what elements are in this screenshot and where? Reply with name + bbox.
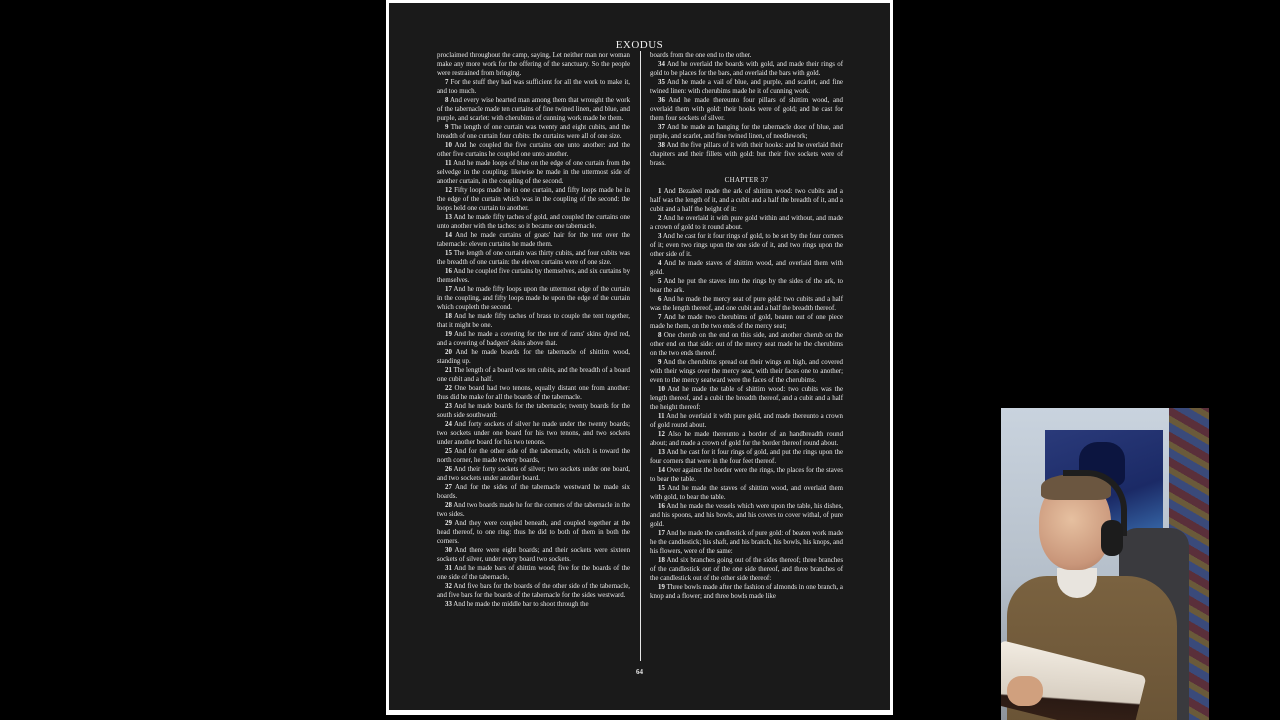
verse xyxy=(650,529,843,556)
verse-number: 30 xyxy=(445,547,452,554)
verse-number: 21 xyxy=(445,367,452,374)
verse-number: 37 xyxy=(658,124,665,131)
verse-number: 4 xyxy=(658,260,662,267)
verse-text: Three bowls made after the fashion of almonds in one branch, a knop and a flower; and three bowls made like xyxy=(650,584,843,600)
verse xyxy=(437,312,630,330)
verse xyxy=(437,501,630,519)
verse-text: And forty sockets of silver he made under the twenty boards; two sockets under one board for his two tenons, and two sockets under another board for his two tenons. xyxy=(437,421,630,446)
verse-number: 1 xyxy=(658,188,662,195)
right-column xyxy=(650,51,843,601)
verse xyxy=(437,546,630,564)
verse-text: And he made boards for the tabernacle; twenty boards for the south side southward: xyxy=(437,403,631,419)
verse-number: 3 xyxy=(658,233,662,240)
verse xyxy=(437,123,630,141)
chapter-heading: CHAPTER 37 xyxy=(724,176,769,184)
verse-text: Fifty loops made he in one curtain, and fifty loops made he in the edge of the curtain which was in the coupling of the second: the loops held one curtain to another. xyxy=(437,187,631,212)
verse-text: And he put the staves into the rings by the sides of the ark, to bear the ark. xyxy=(650,278,843,294)
verse-number: 24 xyxy=(445,421,452,428)
verse-number: 13 xyxy=(658,449,665,456)
verse-text: And he made fifty taches of brass to couple the tent together, that it might be one. xyxy=(437,313,631,329)
verse xyxy=(437,366,630,384)
verse xyxy=(437,267,630,285)
verse-number: 38 xyxy=(658,142,665,149)
verse-text: One board had two tenons, equally distant one from another: thus did he make for all the boards of the tabernacle. xyxy=(437,385,630,401)
verse xyxy=(437,78,630,96)
verse xyxy=(650,358,843,385)
verse-number: 27 xyxy=(445,484,452,491)
verse-number: 7 xyxy=(658,314,662,321)
verse-number: 20 xyxy=(445,349,452,356)
verse-text: And he made the table of shittim wood: two cubits was the length thereof, and a cubit the breadth thereof, and a cubit and a half the height thereof: xyxy=(650,386,844,411)
page-number: 64 xyxy=(636,668,643,676)
verse-text: And the cherubims spread out their wings on high, and covered with their wings over the mercy seat, with their faces one to another; even to the mercy seatward were the faces of the cherubims. xyxy=(650,359,843,384)
verse-number: 19 xyxy=(445,331,452,338)
verse-number: 14 xyxy=(445,232,452,239)
webcam-overlay xyxy=(1001,408,1209,720)
verse-number: 18 xyxy=(658,557,665,564)
verse-text: The length of one curtain was thirty cubits, and four cubits was the breadth of one curtain: the eleven curtains were of one size. xyxy=(437,250,630,266)
verse xyxy=(650,232,843,259)
verse xyxy=(437,582,630,600)
verse xyxy=(437,249,630,267)
verse xyxy=(650,583,843,601)
verse xyxy=(650,448,843,466)
verse-text: And he made an hanging for the tabernacle door of blue, and purple, and scarlet, and fine twined linen, of needlework; xyxy=(650,124,844,140)
verse-text: And he made thereunto four pillars of shittim wood, and overlaid them with gold: their hooks were of gold; and he cast for them four sockets of silver. xyxy=(650,97,844,122)
verse-number: 9 xyxy=(658,359,662,366)
right-column-bottom xyxy=(650,187,843,601)
verse xyxy=(650,141,843,168)
verse-text: And he made bars of shittim wood; five for the boards of the one side of the tabernacle, xyxy=(437,565,631,581)
verse-text: And he made the mercy seat of pure gold: two cubits and a half was the length thereof, and one cubit and a half the breadth thereof. xyxy=(650,296,844,312)
verse-text: And he made boards for the tabernacle of shittim wood, standing up. xyxy=(437,349,630,365)
right-column-top xyxy=(650,51,843,168)
scripture-page xyxy=(389,3,890,710)
verse-number: 34 xyxy=(658,61,665,68)
verse-text: And five bars for the boards of the other side of the tabernacle, and five bars for the boards of the tabernacle for the sides westward. xyxy=(437,583,630,599)
verse-text: And six branches going out of the sides thereof; three branches of the candlestick out of the one side thereof, and three branches of the candlestick out of the other side thereof: xyxy=(650,557,844,582)
verse xyxy=(437,141,630,159)
verse-text: And he made the staves of shittim wood, and overlaid them with gold, to bear the table. xyxy=(650,485,844,501)
verse-text: And there were eight boards; and their sockets were sixteen sockets of silver, under every board two sockets. xyxy=(437,547,631,563)
verse xyxy=(437,51,630,78)
verse-number: 22 xyxy=(445,385,452,392)
verse-text: Also he made thereunto a border of an handbreadth round about; and made a crown of gold for the border thereof round about. xyxy=(650,431,844,447)
verse xyxy=(437,348,630,366)
verse-number: 6 xyxy=(658,296,662,303)
verse xyxy=(437,519,630,546)
verse xyxy=(650,556,843,583)
verse-number: 2 xyxy=(658,215,662,222)
verse xyxy=(437,384,630,402)
verse xyxy=(437,465,630,483)
verse-number: 7 xyxy=(445,79,449,86)
verse-number: 36 xyxy=(658,97,665,104)
verse-number: 35 xyxy=(658,79,665,86)
verse xyxy=(650,259,843,277)
verse-text: proclaimed throughout the camp, saying, Let neither man nor woman make any more work for the offering of the sanctuary. So the people were restrained from bringing. xyxy=(437,52,630,77)
verse xyxy=(650,502,843,529)
verse-number: 5 xyxy=(658,278,662,285)
verse-text: And he made the middle bar to shoot through the xyxy=(453,601,589,608)
verse xyxy=(650,412,843,430)
verse-text: And Bezaleel made the ark of shittim wood: two cubits and a half was the length of it, and a cubit and a half the breadth of it, and a cubit and a half the height of it: xyxy=(650,188,843,213)
verse xyxy=(650,313,843,331)
verse xyxy=(650,96,843,123)
verse xyxy=(650,187,843,214)
hand xyxy=(1007,676,1043,706)
verse-text: And he cast for it four rings of gold, to be set by the four corners of it; even two rings upon the one side of it, and two rings upon the other side of it. xyxy=(650,233,843,258)
verse-text: And he made the vessels which were upon the table, his dishes, and his spoons, and his bowls, and his covers to cover withal, of pure gold. xyxy=(650,503,843,528)
verse xyxy=(650,331,843,358)
verse-text: And he made two cherubims of gold, beaten out of one piece made he them, on the two ends of the mercy seat; xyxy=(650,314,843,330)
verse-text: The length of a board was ten cubits, and the breadth of a board one cubit and a half. xyxy=(437,367,630,383)
verse-number: 12 xyxy=(445,187,452,194)
verse-number: 16 xyxy=(445,268,452,275)
book-title: EXODUS xyxy=(615,39,664,51)
verse-text: And for the sides of the tabernacle westward he made six boards. xyxy=(437,484,630,500)
verse-text: One cherub on the end on this side, and another cherub on the other end on that side: out of the mercy seat made he the cherubims on the two ends thereof. xyxy=(650,332,843,357)
verse-text: Over against the border were the rings, the places for the staves to bear the table. xyxy=(650,467,843,483)
verse-text: And he made staves of shittim wood, and overlaid them with gold. xyxy=(650,260,843,276)
verse-text: And he overlaid it with pure gold, and made thereunto a crown of gold round about. xyxy=(650,413,843,429)
verse xyxy=(650,51,843,60)
verse-text: And he overlaid the boards with gold, and made their rings of gold to be places for the bars, and overlaid the bars with gold. xyxy=(650,61,843,77)
verse-text: And the five pillars of it with their hooks: and he overlaid their chapiters and their fillets with gold: but their five sockets were of brass. xyxy=(650,142,844,167)
verse-number: 16 xyxy=(658,503,665,510)
verse-number: 19 xyxy=(658,584,665,591)
verse xyxy=(650,430,843,448)
verse xyxy=(437,231,630,249)
verse-number: 32 xyxy=(445,583,452,590)
verse-number: 17 xyxy=(445,286,452,293)
verse xyxy=(650,78,843,96)
verse xyxy=(650,214,843,232)
verse-number: 23 xyxy=(445,403,452,410)
verse-number: 14 xyxy=(658,467,665,474)
verse-number: 31 xyxy=(445,565,452,572)
verse xyxy=(650,123,843,141)
verse xyxy=(437,96,630,123)
verse xyxy=(650,466,843,484)
verse-text: And he made loops of blue on the edge of one curtain from the selvedge in the coupling: likewise he made in the uttermost side of another curtain, in the coupling of the second. xyxy=(437,160,631,185)
verse-text: And every wise hearted man among them that wrought the work of the tabernacle made ten curtains of fine twined linen, and blue, and purple, and scarlet: with cherubims of cunning work made he them. xyxy=(437,97,631,122)
verse xyxy=(437,483,630,501)
verse xyxy=(437,186,630,213)
verse-number: 25 xyxy=(445,448,452,455)
verse xyxy=(437,285,630,312)
verse xyxy=(437,447,630,465)
verse xyxy=(650,277,843,295)
verse xyxy=(650,60,843,78)
verse-text: The length of one curtain was twenty and eight cubits, and the breadth of one curtain four cubits: the curtains were all of one size. xyxy=(437,124,630,140)
verse xyxy=(437,600,630,609)
verse-number: 13 xyxy=(445,214,452,221)
headset-earcup xyxy=(1101,520,1123,556)
verse-number: 12 xyxy=(658,431,665,438)
verse xyxy=(650,385,843,412)
verse-text: And he made curtains of goats' hair for the tent over the tabernacle: eleven curtains he made them. xyxy=(437,232,630,248)
verse-text: And he coupled the five curtains one unto another: and the other five curtains he coupled one unto another. xyxy=(437,142,630,158)
verse xyxy=(437,159,630,186)
verse-number: 9 xyxy=(445,124,449,131)
verse-number: 29 xyxy=(445,520,452,527)
verse-text: And he made a vail of blue, and purple, and scarlet, and fine twined linen: with cherubims made he it of cunning work. xyxy=(650,79,843,95)
verse-number: 17 xyxy=(658,530,665,537)
verse xyxy=(437,330,630,348)
verse-text: And they were coupled beneath, and coupled together at the head thereof, to one ring: thus he did to both of them in both the corners. xyxy=(437,520,631,545)
verse-text: And he made fifty taches of gold, and coupled the curtains one unto another with the taches: so it became one tabernacle. xyxy=(437,214,631,230)
verse-text: For the stuff they had was sufficient for all the work to make it, and too much. xyxy=(437,79,630,95)
verse-number: 18 xyxy=(445,313,452,320)
verse-number: 8 xyxy=(658,332,662,339)
verse-text: And two boards made he for the corners of the tabernacle in the two sides. xyxy=(437,502,630,518)
verse-text: boards from the one end to the other. xyxy=(650,52,752,59)
verse xyxy=(437,213,630,231)
verse-number: 10 xyxy=(445,142,452,149)
verse xyxy=(650,295,843,313)
verse-number: 11 xyxy=(445,160,452,167)
verse-text: And he made fifty loops upon the uttermost edge of the curtain in the coupling, and fifty loops made he upon the edge of the curtain which coupleth the second. xyxy=(437,286,630,311)
column-divider xyxy=(640,51,641,661)
verse-text: And he cast for it four rings of gold, and put the rings upon the four corners that were in the four feet thereof. xyxy=(650,449,844,465)
verse-text: And he made a covering for the tent of rams' skins dyed red, and a covering of badgers' skins above that. xyxy=(437,331,631,347)
verse xyxy=(437,564,630,582)
verse xyxy=(437,402,630,420)
verse-number: 10 xyxy=(658,386,665,393)
verse-text: And he coupled five curtains by themselves, and six curtains by themselves. xyxy=(437,268,631,284)
verse-text: And their forty sockets of silver; two sockets under one board, and two sockets under another board. xyxy=(437,466,630,482)
verse-number: 33 xyxy=(445,601,452,608)
left-column xyxy=(437,51,630,609)
verse-text: And he overlaid it with pure gold within and without, and made a crown of gold to it round about. xyxy=(650,215,843,231)
verse-text: And for the other side of the tabernacle, which is toward the north corner, he made twenty boards, xyxy=(437,448,630,464)
verse-number: 26 xyxy=(445,466,452,473)
verse-number: 8 xyxy=(445,97,449,104)
verse-number: 28 xyxy=(445,502,452,509)
verse xyxy=(650,484,843,502)
verse xyxy=(437,420,630,447)
verse-number: 11 xyxy=(658,413,665,420)
verse-number: 15 xyxy=(658,485,665,492)
verse-text: And he made the candlestick of pure gold: of beaten work made he the candlestick; his shaft, and his branch, his bowls, his knops, and his flowers, were of the same: xyxy=(650,530,843,555)
verse-number: 15 xyxy=(445,250,452,257)
